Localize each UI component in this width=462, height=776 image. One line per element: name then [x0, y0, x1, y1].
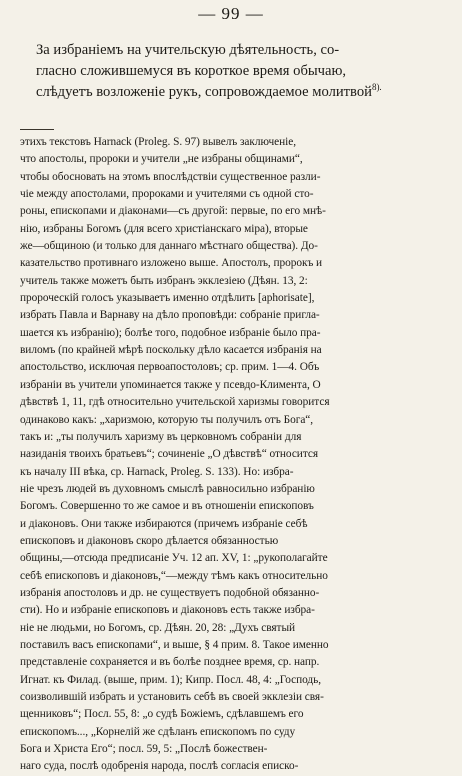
footnote-line: представленіе сохраняется и въ болѣе позднее время, ср. напр.: [20, 656, 320, 669]
footnote-line: Богомъ. Совершенно то же самое и въ отношеніи епископовъ: [20, 500, 314, 513]
footnote-line: Бога и Христа Его“; посл. 59, 5: „Послѣ божествен-: [20, 743, 268, 756]
footnote-reference: 8).: [371, 82, 382, 93]
footnote-line: такъ и: „ты получилъ харизму въ церковномъ собраніи для: [20, 430, 302, 443]
footnote-line: избранія апостоловъ и др. не существуетъ подобной обязанно-: [20, 586, 320, 599]
footnote-line: что апостолы, пророки и учители „не избраны общинами“,: [20, 153, 303, 166]
footnote-line: чтобы обосновать на этомъ впослѣдствіи существенное разли-: [20, 170, 321, 183]
footnote-block: [20, 134, 456, 776]
footnote-line: чіе между апостолами, пророками и учителями съ одной сто-: [20, 188, 314, 201]
footnote-line: себѣ епископовъ и діаконовъ,“—между тѣмъ какъ относительно: [20, 569, 328, 582]
footnote-line: одинаково какъ: „харизмою, которую ты получилъ отъ Бога“,: [20, 413, 314, 426]
main-line-last: [36, 82, 440, 103]
main-paragraph: [36, 40, 440, 103]
footnote-line: виломъ (по крайней мѣрѣ поскольку дѣло касается избранія на: [20, 344, 322, 357]
footnote-line: общины,—отсюда предписаніе Уч. 12 ап. XV, 1: „рукополагайте: [20, 552, 328, 565]
main-line: За избраніемъ на учительскую дѣятельность, со-: [36, 42, 340, 58]
footnote-line: дѣвствѣ 1, 11, гдѣ относительно учительской харизмы говорится: [20, 396, 330, 409]
footnote-line: поставилъ васъ епископами“, и выше, § 4 прим. 8. Такое именно: [20, 638, 329, 651]
footnote-line: соизволившій избрать и установить себѣ въ своей экклезіи свя-: [20, 691, 324, 703]
footnote-line: ніе не людьми, но Богомъ, ср. Дѣян. 20, 28: „Духъ святый: [20, 621, 296, 634]
footnote-line: избраніи въ учители упоминается также у псевдо-Климента, О: [20, 378, 321, 391]
footnote-line: казательство противнаго изложено выше. Апостолъ, пророкъ и: [20, 257, 323, 270]
footnote-divider: [20, 129, 54, 130]
footnote-line: же—общиною (и только для даннаго мѣстнаго общества). До-: [20, 240, 318, 253]
footnote-line: апостольство, исключая первоапостоловъ; ср. прим. 1—4. Объ: [20, 361, 320, 374]
footnote-line: Игнат. къ Филад. (выше, прим. 1); Кипр. Посл. 48, 4: „Господь,: [20, 673, 322, 686]
footnote-line: къ началу III вѣка, ср. Harnack, Proleg. S. 133). Но: избра-: [20, 465, 294, 478]
footnote-line: ніе чрезъ людей въ духовномъ смыслѣ равносильно избранію: [20, 482, 315, 495]
footnote-line: епископовъ и діаконовъ скоро дѣлается обязанностью: [20, 534, 279, 547]
footnote-line: сти). Но и избраніе епископовъ и діаконовъ есть также избра-: [20, 604, 315, 617]
main-line: гласно сложившемуся въ короткое время обычаю,: [36, 63, 347, 79]
footnote-line: нію, избраны Богомъ (для всего христіанскаго міра), вторые: [20, 222, 308, 235]
footnote-line: назиданія твоихъ братьевъ“; сочиненіе „О дѣвствѣ“ относится: [20, 448, 319, 461]
footnote-line: и діаконовъ. Они также избираются (причемъ избраніе себѣ: [20, 517, 308, 530]
footnote-line: этихъ текстовъ Harnack (Proleg. S. 97) вывелъ заключеніе,: [20, 136, 296, 148]
footnote-line: епископомъ..., „Корнелій же сдѣланъ епископомъ по суду: [20, 725, 296, 738]
footnote-line: шается къ избранію); болѣе того, подобное избраніе было пра-: [20, 326, 321, 339]
footnote-line: наго суда, послѣ одобренія народа, послѣ согласія еписко-: [20, 760, 299, 773]
footnote-line: избрать Павла и Варнаву на дѣло проповѣди: собраніе пригла-: [20, 309, 320, 322]
footnote-line: роны, епископами и діаконами—съ другой: первые, по его мнѣ-: [20, 205, 326, 218]
main-line-text: слѣдуетъ возложеніе рукъ, сопровождаемое молитвой: [36, 84, 372, 100]
footnote-line: щенниковъ“; Посл. 55, 8: „о судѣ Божіемъ, сдѣлавшемъ его: [20, 708, 304, 721]
footnote-line: пророческій голосъ указываетъ именно отдѣлить [aphorisate],: [20, 292, 315, 305]
page-number: — 99 —: [198, 4, 264, 23]
footnote-line: учитель также можетъ быть избранъ экклезіею (Дѣян. 13, 2:: [20, 274, 308, 287]
